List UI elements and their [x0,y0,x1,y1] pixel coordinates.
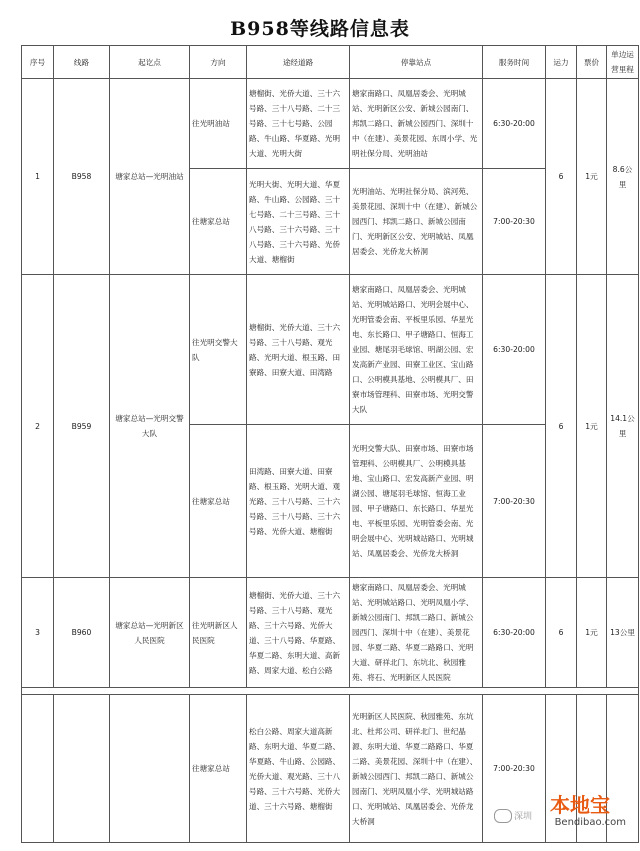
route-stops: 塘家南路口、凤凰居委会、光明城站、光明城站路口、光明会展中心、光明管委会南、平板里乐园、华星光电、东长路口、甲子塘路口、恒海工业园、塘尾羽毛球馆、明湖公园、宏发高新产业园、田寮工业区、宝山路口、公明模具基地、公明模具厂、田寮市场管理科、田寮市场、光明交警大队 [350,275,483,425]
chat-bubble-icon [494,809,512,823]
route-mileage: 14.1公里 [607,275,639,578]
route-direction: 往塘家总站 [190,425,247,578]
route-direction: 往光明油站 [190,79,247,169]
route-direction: 往塘家总站 [190,695,247,843]
header-row [22,46,639,79]
gap-cell [22,688,639,695]
page-title: B958等线路信息表 [230,18,410,40]
route-terminals: 塘家总站—光明油站 [110,79,190,275]
route-no-empty [22,695,54,843]
watermark [492,785,632,841]
route-terminals: 塘家总站—光明交警大队 [110,275,190,578]
route-time: 7:00-20:30 [483,695,546,843]
route-direction: 往光明交警大队 [190,275,247,425]
route-terminals: 塘家总站—光明新区人民医院 [110,578,190,688]
route-mileage: 13公里 [607,578,639,688]
header-direction: 方向 [190,46,247,79]
route-roads: 塘榴街、光侨大道、三十六号路、三十八号路、观光路、光明大道、根玉路、田寮路、田寮大道、田湾路 [247,275,350,425]
route-roads: 田湾路、田寮大道、田寮路、根玉路、光明大道、观光路、三十八号路、三十六号路、三十八号路、三十六号路、光侨大道、塘榴街 [247,425,350,578]
table-row [22,275,639,425]
route-table [21,45,639,843]
header-line: 线路 [54,46,110,79]
table-gap [22,688,639,695]
route-time: 7:00-20:30 [483,169,546,275]
header-mileage: 单边运营里程 [607,46,639,79]
header-no: 序号 [22,46,54,79]
route-time: 6:30-20:00 [483,79,546,169]
route-direction: 往光明新区人民医院 [190,578,247,688]
route-line: B958 [54,79,110,275]
header-stops: 停靠站点 [350,46,483,79]
route-roads: 光明大街、光明大道、华夏路、牛山路、公园路、三十七号路、二十三号路、三十八号路、三十六号路、三十八号路、三十六号路、光侨大道、塘榴街 [247,169,350,275]
route-no: 3 [22,578,54,688]
route-roads: 塘榴街、光侨大道、三十六号路、三十八号路、二十三号路、三十七号路、公园路、牛山路、华夏路、光明大道、光明大街 [247,79,350,169]
watermark-logo: 本地宝 [550,793,610,817]
header-fare: 票价 [577,46,607,79]
route-mileage: 8.6公里 [607,79,639,275]
route-time: 6:30-20:00 [483,578,546,688]
route-capacity: 6 [546,578,577,688]
route-fare: 1元 [577,275,607,578]
table-row [22,578,639,688]
route-stops: 塘家南路口、凤凰居委会、光明城站、光明新区公安、新城公园南门、邦凯二路口、新城公园西门、深圳十中（在建）、美景花园、东周小学、光明社保分局、光明油站 [350,79,483,169]
route-time: 7:00-20:30 [483,425,546,578]
route-direction: 往塘家总站 [190,169,247,275]
route-time: 6:30-20:00 [483,275,546,425]
route-fare: 1元 [577,578,607,688]
route-roads: 松白公路、周家大道高新路、东明大道、华夏二路、华夏路、牛山路、公园路、光侨大道、观光路、三十八号路、三十六号路、光侨大道、三十六号路、塘榴街 [247,695,350,843]
route-stops: 光明交警大队、田寮市场、田寮市场管理科、公明模具厂、公明模具基地、宝山路口、宏发高新产业园、明湖公园、塘尾羽毛球馆、恒海工业园、甲子塘路口、东长路口、华星光电、平板里乐园、光明管委会南、光明会展中心、光明城站路口、光明城站、凤凰居委会、光侨龙大桥洞 [350,425,483,578]
header-time: 服务时间 [483,46,546,79]
route-terminals-empty [110,695,190,843]
route-no: 2 [22,275,54,578]
route-stops: 塘家南路口、凤凰居委会、光明城站、光明城站路口、光明凤凰小学、新城公园南门、邦凯二路口、新城公园西门、深圳十中（在建）、美景花园、华夏二路、华夏二路路口、光明大道、研祥北门、东坑北、秋园雅苑、将石、光明新区人民医院 [350,578,483,688]
watermark-url: Bendibao.com [554,817,626,828]
header-roads: 途经道路 [247,46,350,79]
header-capacity: 运力 [546,46,577,79]
route-line-empty [54,695,110,843]
table-row [22,79,639,169]
route-roads: 塘榴街、光侨大道、三十六号路、三十八号路、观光路、三十六号路、光侨大道、三十八号路、华夏路、华夏二路、东明大道、高新路、周家大道、松白公路 [247,578,350,688]
route-fare: 1元 [577,79,607,275]
route-capacity: 6 [546,79,577,275]
header-terminals: 起讫点 [110,46,190,79]
route-line: B960 [54,578,110,688]
route-stops: 光明油站、光明社保分局、滨河苑、美景花园、深圳十中（在建）、新城公园西门、邦凯二路口、新城公园南门、光明新区公安、光明城站、凤凰居委会、光侨龙大桥洞 [350,169,483,275]
watermark-chat: 深圳 [514,812,533,822]
route-stops: 光明新区人民医院、秋园雅苑、东坑北、杜邦公司、研祥北门、世纪晶源、东明大道、华夏二路路口、华夏二路、美景花园、深圳十中（在建）、新城公园西门、邦凯二路口、新城公园南门、光明凤凰小学、光明城站路口、光明城站、凤凰居委会、光侨龙大桥洞 [350,695,483,843]
route-no: 1 [22,79,54,275]
route-line: B959 [54,275,110,578]
route-capacity: 6 [546,275,577,578]
